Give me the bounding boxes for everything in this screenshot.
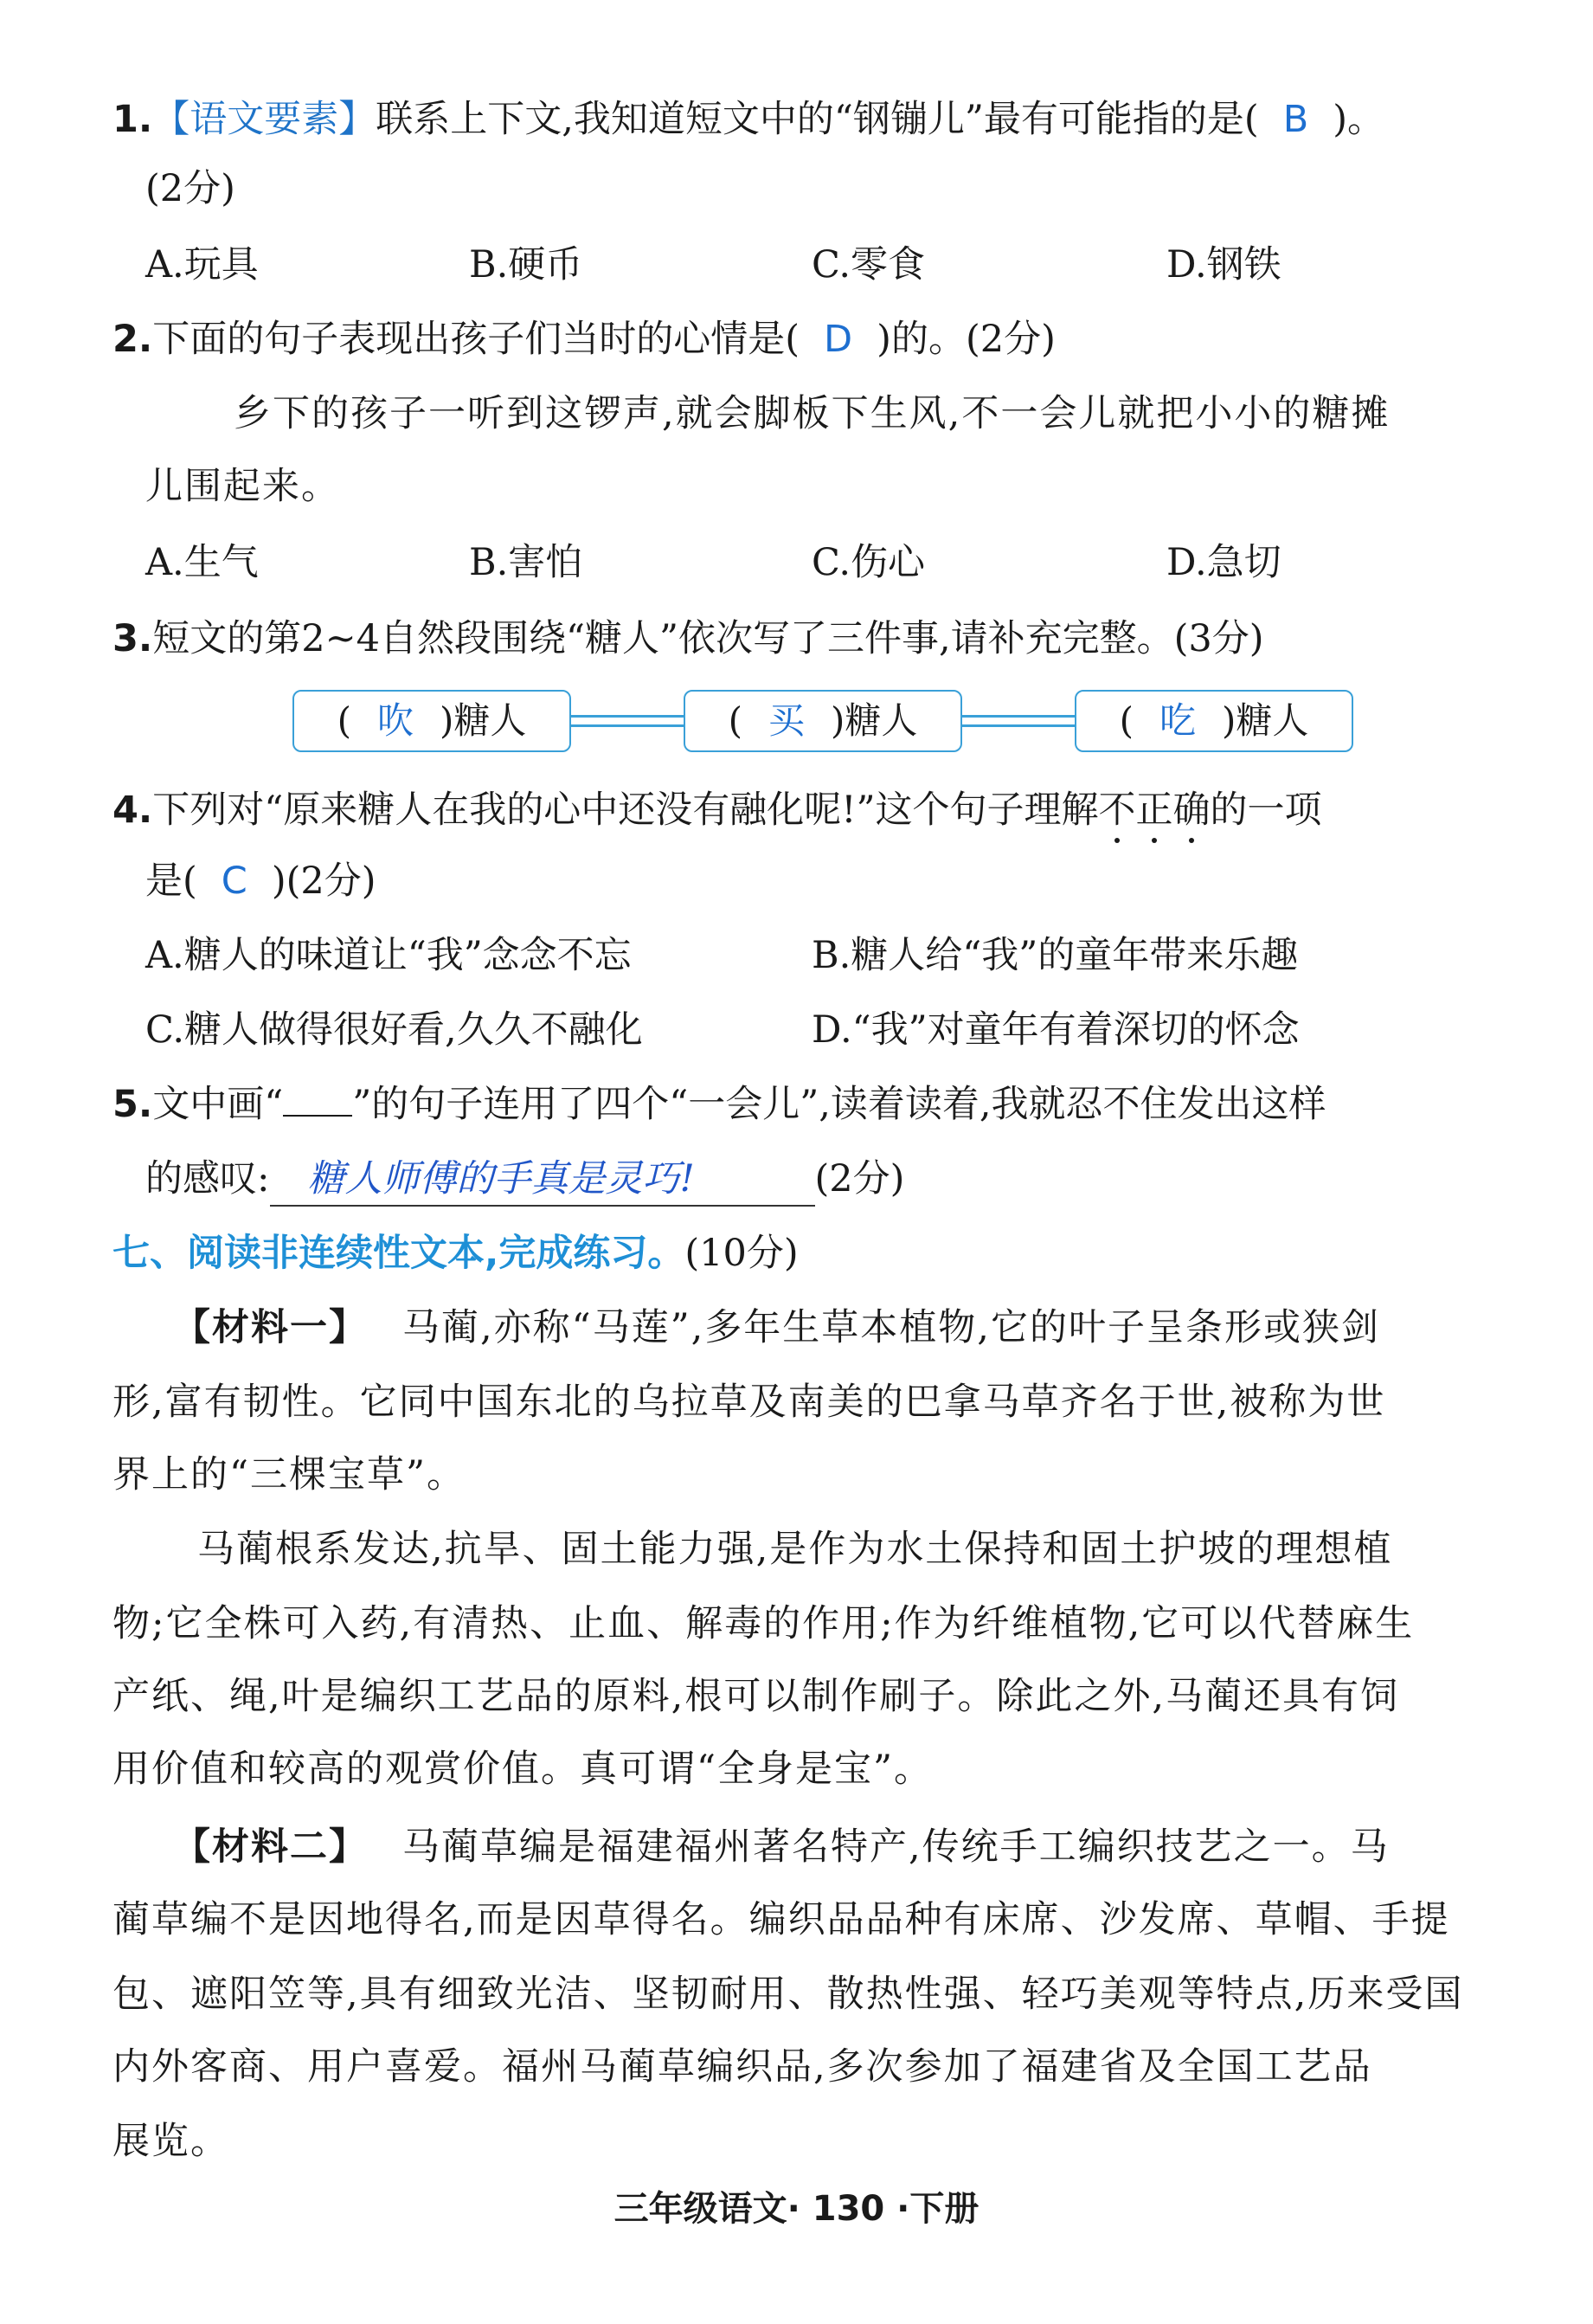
q1-option-c: C.零食	[812, 243, 926, 286]
q5-line	[112, 1078, 1514, 1130]
q3-box-1-close: )糖人	[440, 699, 527, 742]
material2-line-2: 蔺草编不是因地得名,而是因草得名。编织品品种有床席、沙发席、草帽、手提	[112, 1898, 1450, 1941]
q3-text: 短文的第2~4自然段围绕“糖人”依次写了三件事,请补充完整。(3分)	[152, 617, 1264, 660]
q5-line2-start: 的感叹:	[145, 1157, 270, 1201]
q4-line2-end: )(2分)	[271, 859, 376, 903]
material2-text-1: 马蔺草编是福建福州著名特产,传统手工编织技艺之一。马	[402, 1825, 1390, 1869]
q5-number: 5.	[112, 1083, 153, 1126]
q2-quote-line2: 儿围起来。	[145, 465, 340, 508]
q3-box-2-close: )糖人	[831, 699, 918, 742]
q3-box-1-open: (	[337, 699, 351, 742]
q1-option-d: D.钢铁	[1166, 243, 1281, 286]
q4-option-c: C.糖人做得很好看,久久不融化	[145, 1008, 643, 1052]
q3-box-3	[1075, 690, 1353, 752]
material1-line-7: 用价值和较高的观赏价值。真可谓“全身是宝”。	[112, 1748, 933, 1791]
material1-line-1	[173, 1302, 1575, 1354]
material1-line-2: 形,富有韧性。它同中国东北的乌拉草及南美的巴拿马草齐名于世,被称为世	[112, 1381, 1386, 1424]
q3-box-3-answer: 吃	[1159, 699, 1196, 742]
q5-text-b: ”的句子连用了四个“一会儿”,读着读着,我就忍不住发出这样	[352, 1083, 1326, 1126]
q1-tag: 【语文要素】	[152, 98, 376, 141]
q4-text-end: 的一项	[1210, 789, 1322, 832]
q4-option-a: A.糖人的味道让“我”念念不忘	[145, 934, 632, 977]
q4-emph-char-2: 正	[1136, 784, 1173, 836]
q4-text: 下列对“原来糖人在我的心中还没有融化呢!”这个句子理解	[152, 789, 1099, 832]
q4-option-b: B.糖人给“我”的童年带来乐趣	[812, 934, 1299, 977]
page-footer: 三年级语文· 130 ·下册	[613, 2189, 980, 2229]
q2-option-c: C.伤心	[812, 541, 926, 584]
q1-text: 联系上下文,我知道短文中的“钢镚儿”最有可能指的是(	[376, 98, 1259, 141]
q3-box-3-open: (	[1119, 699, 1134, 742]
q5-line2	[145, 1153, 1547, 1207]
q1-score: (2分)	[145, 167, 235, 210]
q2-answer: D	[824, 318, 853, 361]
q3-box-3-close: )糖人	[1222, 699, 1309, 742]
q5-text-a: 文中画“	[152, 1083, 284, 1126]
material1-line-6: 产纸、绳,叶是编织工艺品的原料,根可以制作刷子。除此之外,马蔺还具有饲	[112, 1675, 1400, 1718]
q4-emph-char-3: 确	[1173, 784, 1211, 836]
material2-label: 【材料二】	[173, 1825, 368, 1869]
section-7-score: (10分)	[684, 1232, 799, 1275]
q4-line2	[145, 855, 1547, 907]
section-7-heading	[112, 1227, 799, 1279]
material1-text-1: 马蔺,亦称“马莲”,多年生草本植物,它的叶子呈条形或狭剑	[402, 1306, 1380, 1349]
material1-line-4: 马蔺根系发达,抗旱、固土能力强,是作为水土保持和固土护坡的理想植	[197, 1528, 1393, 1571]
q5-handwritten-answer: 糖人师傅的手真是灵巧!	[270, 1153, 815, 1207]
material1-line-3: 界上的“三棵宝草”。	[112, 1453, 466, 1497]
q1-option-b: B.硬币	[469, 243, 583, 286]
q1-number: 1.	[112, 98, 153, 141]
section-7-title: 七、阅读非连续性文本,完成练习。	[112, 1232, 685, 1275]
q4-line2-start: 是(	[145, 859, 197, 903]
q3-box-1	[292, 690, 571, 752]
q3-line	[112, 613, 1514, 665]
q1-options	[145, 239, 1547, 291]
q4-line	[112, 784, 1514, 836]
q5-score: (2分)	[814, 1157, 905, 1201]
material2-line-4: 内外客商、用户喜爱。福州马蔺草编织品,多次参加了福建省及全国工艺品	[112, 2045, 1372, 2089]
q1-line	[112, 93, 1514, 145]
q2-number: 2.	[112, 318, 153, 361]
q1-close: )。	[1333, 98, 1384, 141]
q1-option-a: A.玩具	[145, 243, 259, 286]
q2-option-b: B.害怕	[469, 541, 583, 584]
q2-option-a: A.生气	[145, 541, 259, 584]
q4-options-row1	[145, 930, 1547, 982]
q3-box-2-open: (	[728, 699, 742, 742]
q3-number: 3.	[112, 617, 153, 660]
q4-options-row2	[145, 1004, 1547, 1056]
q2-text: 下面的句子表现出孩子们当时的心情是(	[152, 318, 800, 361]
q2-line	[112, 313, 1514, 365]
q4-number: 4.	[112, 789, 153, 832]
q2-close: )的。(2分)	[877, 318, 1056, 361]
material2-line-1	[173, 1821, 1575, 1873]
q4-emph-char-1: 不	[1099, 784, 1136, 836]
q4-answer: C	[221, 859, 247, 903]
q3-box-1-answer: 吹	[376, 699, 414, 742]
q2-options	[145, 537, 1547, 589]
q3-connector-1	[571, 715, 684, 727]
material2-line-5: 展览。	[112, 2120, 229, 2163]
q2-quote-line1: 乡下的孩子一听到这锣声,就会脚板下生风,不一会儿就把小小的糖摊	[234, 392, 1391, 435]
q5-blank-underline	[283, 1082, 352, 1117]
material2-line-3: 包、遮阳笠等,具有细致光洁、坚韧耐用、散热性强、轻巧美观等特点,历来受国	[112, 1973, 1464, 2016]
q3-box-2	[684, 690, 962, 752]
material1-line-5: 物;它全株可入药,有清热、止血、解毒的作用;作为纤维植物,它可以代替麻生	[112, 1602, 1415, 1645]
q4-option-d: D.“我”对童年有着深切的怀念	[812, 1008, 1300, 1052]
q4-emphasis	[1099, 789, 1211, 832]
q3-connector-2	[962, 715, 1075, 727]
q3-box-2-answer: 买	[768, 699, 805, 742]
q2-option-d: D.急切	[1166, 541, 1281, 584]
q1-answer: B	[1282, 98, 1309, 141]
material1-label: 【材料一】	[173, 1306, 368, 1349]
